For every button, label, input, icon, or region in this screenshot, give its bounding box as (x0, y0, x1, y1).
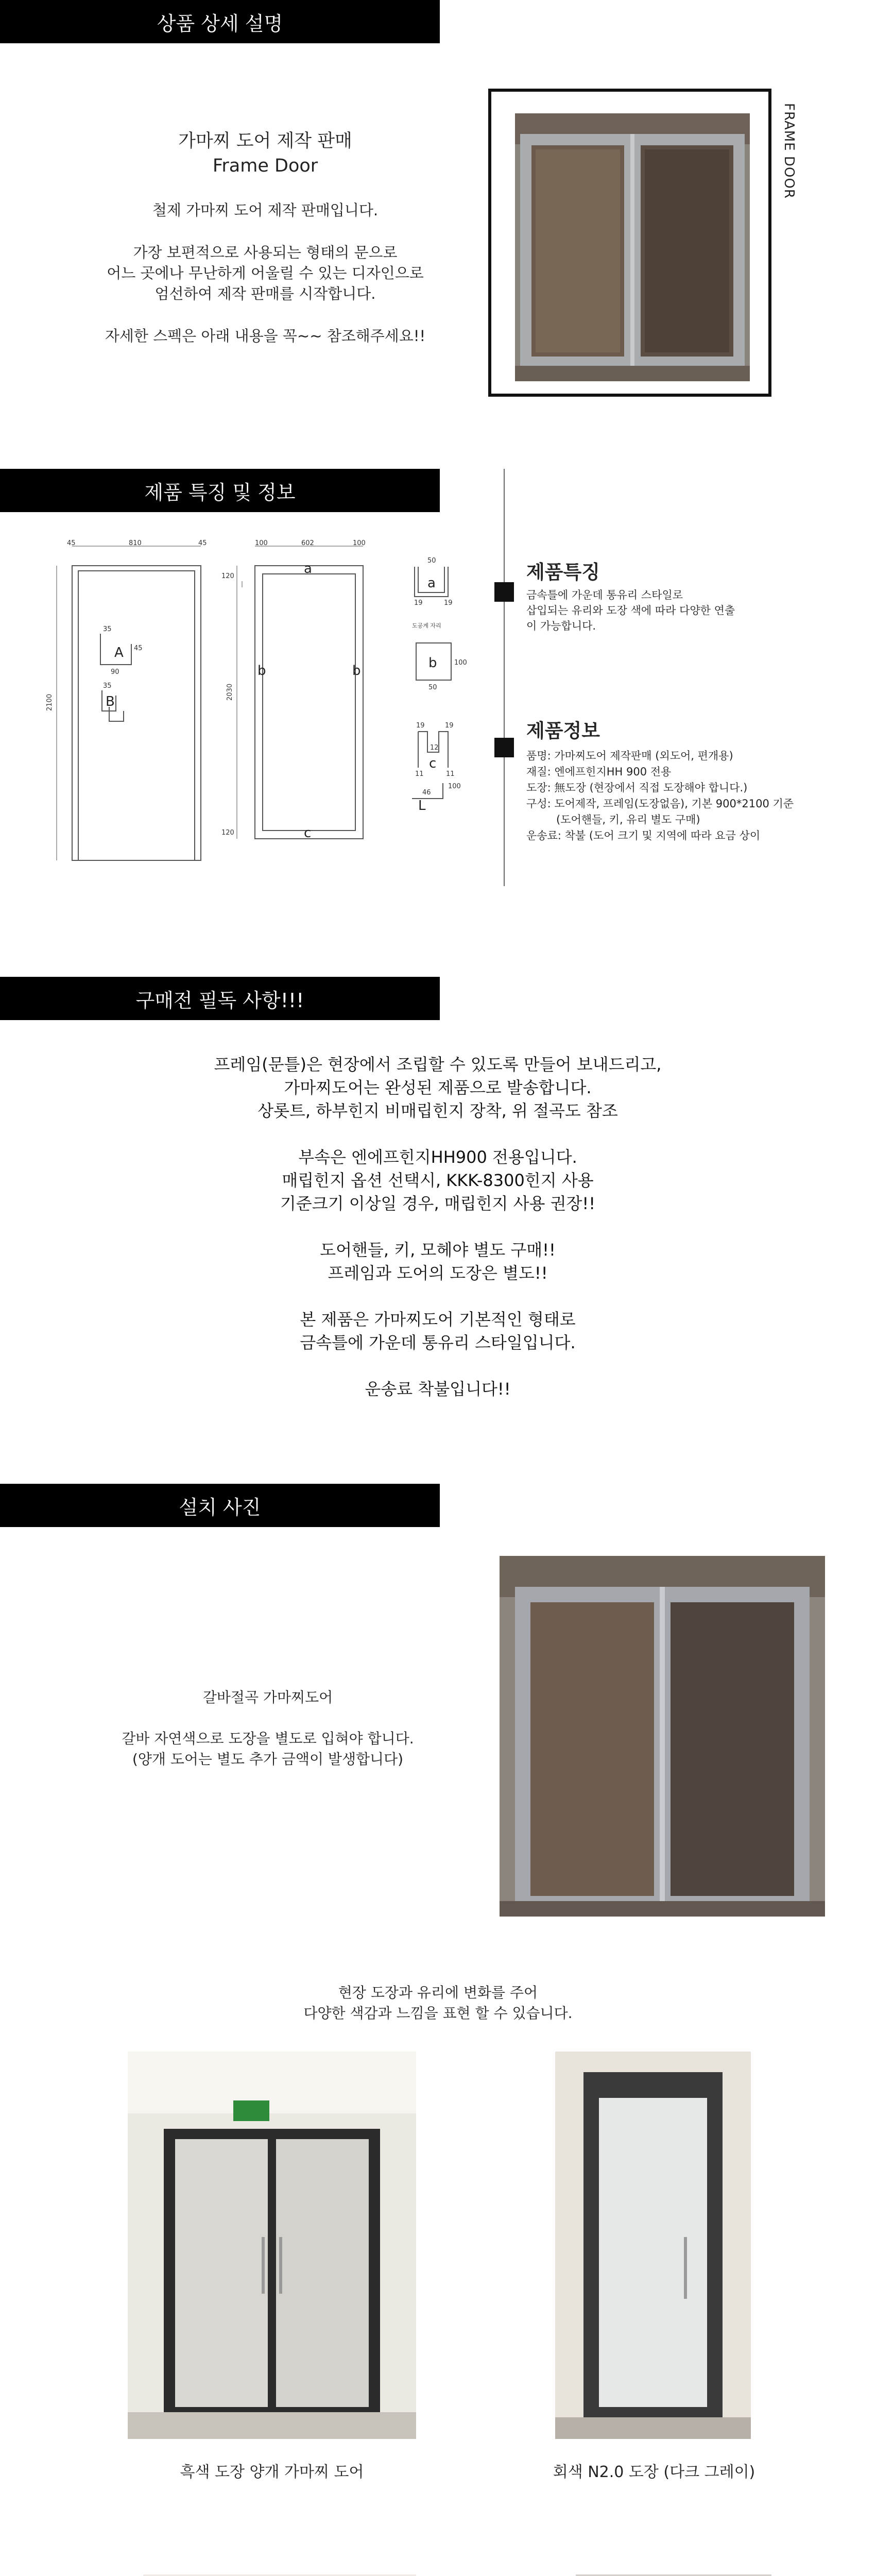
galva-double-door-image (500, 1556, 825, 1917)
dim-602: 602 (301, 539, 314, 547)
info-row-composition: 구성: 도어제작, 프레임(도장없음), 기본 900*2100 기준 (526, 798, 794, 810)
label-B: B (106, 694, 115, 709)
features-text-l3: 이 가능합니다. (526, 620, 596, 632)
notice-p3-l2: 프레임과 도어의 도장은 별도!! (328, 1263, 548, 1283)
dim-120b: 120 (221, 829, 234, 837)
dim-2030: 2030 (226, 683, 234, 701)
intro-door-photo (515, 113, 750, 381)
features-text-l1: 금속틀에 가운데 통유리 스타일로 (526, 589, 683, 601)
info-row-material: 재질: 엔에프힌지HH 900 전용 (526, 766, 672, 778)
info-rows (526, 748, 866, 844)
dim-50: 50 (427, 557, 436, 565)
section-banner-product-detail (0, 0, 440, 43)
intro-title-en: Frame Door (212, 156, 318, 176)
features-text-l2: 삽입되는 유리와 도장 색에 따라 다양한 연출 (526, 604, 735, 617)
notice-p5-l1: 운송료 착불입니다!! (365, 1379, 511, 1399)
profile-label-a: a (427, 575, 436, 591)
info-row-name: 품명: 가마찌도어 제작판매 (외도어, 편개용) (526, 750, 733, 762)
info-title: 제품정보 (526, 720, 600, 742)
section-banner-must-read (0, 977, 440, 1020)
notice-p1-l2: 가마찌도어는 완성된 제품으로 발송합니다. (284, 1078, 592, 1097)
intro-para2-l3: 엄선하여 제작 판매를 시작합니다. (154, 285, 376, 302)
dim-100a: 100 (255, 539, 268, 547)
profile-label-c: c (429, 756, 437, 771)
banner-text: 설치 사진 (179, 1496, 261, 1519)
dim-11a: 11 (415, 770, 424, 778)
features-title: 제품특징 (526, 561, 600, 583)
frame-door-vertical-label: FRAME DOOR (781, 103, 797, 199)
intro-title-ko: 가마찌 도어 제작 판매 (178, 131, 352, 151)
intro-text-block (41, 129, 489, 346)
profile-label-b: b (428, 655, 437, 671)
technical-drawing (46, 539, 474, 927)
galva-line2: (양개 도어는 별도 추가 금액이 발생합니다) (132, 1751, 404, 1768)
galva-line1: 갈바 자연색으로 도장을 별도로 입혀야 합니다. (122, 1730, 414, 1747)
features-text (526, 587, 735, 634)
label-b2: b (352, 663, 361, 679)
dim-12: 12 (430, 744, 439, 752)
banner-text: 제품 특징 및 정보 (144, 481, 296, 504)
info-row-paint: 도장: 無도장 (현장에서 직접 도장해야 합니다.) (526, 782, 748, 794)
label-a: a (304, 561, 312, 577)
black-double-door-photo (128, 2052, 416, 2439)
grey-single-door-image (555, 2052, 751, 2439)
dim-100b: 100 (353, 539, 366, 547)
dim-11b: 11 (446, 770, 455, 778)
variety-text-block (0, 1982, 876, 2024)
dim-100c: 100 (454, 659, 467, 667)
notice-text-block (129, 1053, 747, 1401)
galva-text-block (57, 1687, 479, 1770)
galva-title: 갈바절곡 가마찌도어 (202, 1689, 333, 1706)
notice-p1-l1: 프레임(문틀)은 현장에서 조립할 수 있도록 만들어 보내드리고, (214, 1055, 662, 1074)
dim-45c: 45 (134, 645, 143, 652)
double-frame-door-image (515, 113, 750, 381)
intro-line3: 자세한 스펙은 아래 내용을 꼭~~ 참조해주세요!! (105, 327, 426, 345)
notice-p4-l2: 금속틀에 가운데 통유리 스타일입니다. (300, 1333, 576, 1352)
dim-46: 46 (422, 789, 431, 796)
dim-810: 810 (129, 539, 142, 547)
dim-90: 90 (111, 668, 119, 676)
section-banner-features (0, 469, 440, 512)
caption-grey-n20-door: 회색 N2.0 도장 (다크 그레이) (553, 2463, 755, 2481)
grey-n20-door-photo (555, 2052, 751, 2439)
banner-text: 상품 상세 설명 (157, 12, 283, 35)
label-c: c (304, 825, 312, 841)
info-bullet (494, 738, 514, 757)
vertical-divider (504, 469, 505, 886)
caption-black-double-door: 흑색 도장 양개 가마찌 도어 (180, 2463, 364, 2481)
dim-2100: 2100 (46, 693, 54, 711)
notice-p4-l1: 본 제품은 가마찌도어 기본적인 형태로 (300, 1310, 576, 1329)
door-frame-diagram (46, 539, 474, 927)
features-bullet (494, 582, 514, 602)
dim-hole-note: 도공계 자리 (412, 622, 441, 629)
dim-35a: 35 (103, 625, 112, 633)
intro-para2-l1: 가장 보편적으로 사용되는 형태의 문으로 (133, 244, 398, 261)
notice-p2-l3: 기준크기 이상일 경우, 매립힌지 사용 권장!! (280, 1194, 596, 1213)
notice-p1-l3: 상롯트, 하부힌지 비매립힌지 장착, 위 절곡도 참조 (257, 1101, 618, 1121)
variety-line2: 다양한 색감과 느낌을 표현 할 수 있습니다. (303, 2005, 573, 2022)
info-row-shipping: 운송료: 착불 (도어 크기 및 지역에 따라 요금 상이 (526, 829, 761, 842)
section-banner-install-photos (0, 1484, 440, 1527)
dim-45b: 45 (198, 539, 207, 547)
intro-line1: 철제 가마찌 도어 제작 판매입니다. (152, 201, 379, 219)
profile-label-L: L (418, 798, 426, 814)
dim-19a: 19 (414, 599, 423, 607)
galva-door-photo (500, 1556, 825, 1917)
black-double-door-image (128, 2052, 416, 2439)
info-row-composition-note: (도어핸들, 키, 유리 별도 구매) (556, 814, 700, 826)
variety-line1: 현장 도장과 유리에 변화를 주어 (338, 1984, 538, 2001)
notice-p2-l1: 부속은 엔에프힌지HH900 전용입니다. (298, 1147, 577, 1167)
dim-50b: 50 (428, 684, 437, 691)
dim-19b: 19 (444, 599, 453, 607)
dim-100d: 100 (448, 783, 461, 790)
banner-text: 구매전 필독 사항!!! (135, 989, 304, 1012)
label-A: A (114, 645, 124, 660)
dim-120a: 120 (221, 572, 234, 580)
dim-19c: 19 (416, 722, 425, 730)
dim-35b: 35 (103, 682, 112, 690)
notice-p2-l2: 매립힌지 옵션 선택시, KKK-8300힌지 사용 (282, 1171, 594, 1190)
label-b1: b (257, 663, 266, 679)
notice-p3-l1: 도어핸들, 키, 모헤야 별도 구매!! (320, 1240, 556, 1260)
dim-19d: 19 (445, 722, 454, 730)
intro-para2-l2: 어느 곳에나 무난하게 어울릴 수 있는 디자인으로 (107, 264, 424, 282)
dim-45a: 45 (67, 539, 76, 547)
